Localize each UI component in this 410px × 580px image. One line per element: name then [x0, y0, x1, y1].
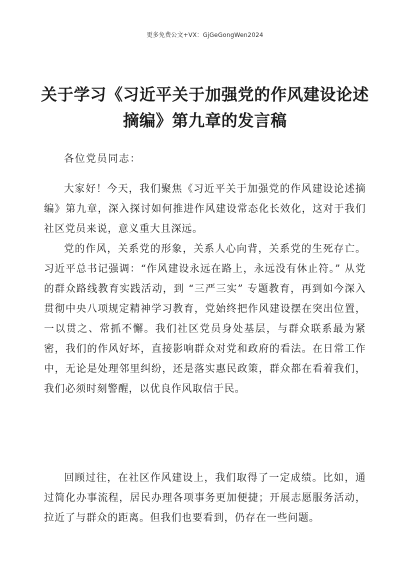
header-watermark: 更多免费公文+VX：GjGeGongWen2024: [146, 32, 264, 39]
body-paragraph-1: 大家好！今天，我们聚焦《习近平关于加强党的作风建设论述摘编》第九章，深入探讨如何推进作风建设常态化长效化，这对于我们社区党员来说，意义重大且深远。: [44, 184, 366, 235]
body-paragraph-3: 回顾过往，在社区作风建设上，我们取得了一定成绩。比如，通过简化办事流程，居民办理各项事务更加便捷；开展志愿服务活动，拉近了与群众的距离。但我们也要看到，仍存在一些问题。: [44, 473, 366, 524]
body-paragraph-2: 党的作风，关系党的形象，关系人心向背，关系党的生死存亡。习近平总书记强调：“作风建设永远在路上，永远没有休止符。” 从党的群众路线教育实践活动，到 “三严三实” 专题教育，再到如今深入贯彻中央八项规定精神学习教育，党始终把作风建设摆在突出位置，一以贯之、常抓不懈。我们社区党员身处基层，与群众联系最为紧密，我们的作风好坏，直接影响群众对党和政府的看法。在日常工作中，无论是处理邻里纠纷，还是落实惠民政策，群众都在看着我们，我们必须时刻警醒，以优良作风取信于民。: [44, 244, 366, 395]
document-title: 关于学习《习近平关于加强党的作风建设论述摘编》第九章的发言稿: [40, 85, 369, 130]
greeting-line: 各位党员同志：: [64, 154, 141, 165]
